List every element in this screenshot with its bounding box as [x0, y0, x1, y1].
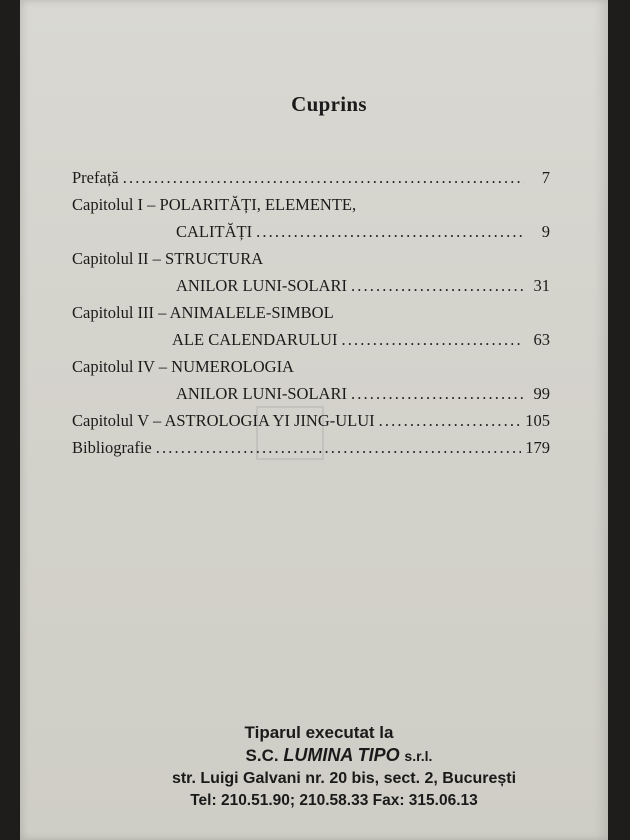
toc-page-number: 105: [525, 411, 550, 430]
colophon-line-2: [20, 744, 608, 768]
colophon-prefix: S.C.: [245, 746, 279, 765]
toc-page-number: 31: [533, 276, 550, 295]
toc-entry-bibliografie: [72, 434, 550, 461]
toc-page-number: 179: [525, 438, 550, 457]
toc-leader-dots: [351, 380, 524, 407]
toc-leader-dots: [341, 326, 524, 353]
printer-colophon: [20, 722, 608, 812]
toc-entry-subtitle: ANILOR LUNI-SOLARI: [176, 276, 347, 295]
toc-entry-title: Capitolul III – ANIMALELE-SIMBOL: [72, 303, 334, 322]
colophon-brand: LUMINA TIPO: [283, 745, 400, 765]
toc-entry-title: Bibliografie: [72, 438, 152, 457]
toc-entry-title: Capitolul V – ASTROLOGIA YI JING-ULUI: [72, 411, 375, 430]
toc-entry-subtitle: CALITĂȚI: [176, 222, 253, 241]
colophon-contact: Tel: 210.51.90; 210.58.33 Fax: 315.06.13: [190, 792, 478, 809]
toc-entry-title: Capitolul IV – NUMEROLOGIA: [72, 357, 294, 376]
book-page: [20, 0, 608, 840]
toc-page-number: 9: [541, 222, 550, 241]
toc-entry-capitolul-5: [72, 407, 550, 434]
toc-page-number: 99: [533, 384, 550, 403]
toc-entry-title: Prefață: [72, 168, 119, 187]
toc-leader-dots: [156, 434, 522, 461]
toc-page-number: 63: [533, 330, 550, 349]
toc-entry-subtitle: ALE CALENDARULUI: [172, 330, 338, 349]
toc-entry-title: Capitolul I – POLARITĂȚI, ELEMENTE,: [72, 195, 357, 214]
toc-entry-capitolul-1: [72, 191, 550, 245]
page-title: Cuprins: [291, 92, 367, 116]
toc-entry-capitolul-4: [72, 353, 550, 407]
colophon-line-1: Tiparul executat la: [244, 723, 394, 742]
toc-entry-capitolul-3: [72, 299, 550, 353]
table-of-contents: [72, 164, 550, 461]
toc-entry-capitolul-2: [72, 245, 550, 299]
toc-page-number: 7: [541, 168, 550, 187]
toc-leader-dots: [351, 272, 524, 299]
colophon-suffix: s.r.l.: [404, 748, 433, 764]
toc-entry-prefata: [72, 164, 550, 191]
toc-entry-title: Capitolul II – STRUCTURA: [72, 249, 264, 268]
toc-leader-dots: [256, 218, 524, 245]
toc-leader-dots: [123, 164, 524, 191]
toc-entry-subtitle: ANILOR LUNI-SOLARI: [176, 384, 347, 403]
toc-leader-dots: [379, 407, 522, 434]
colophon-address: str. Luigi Galvani nr. 20 bis, sect. 2, București: [171, 770, 517, 787]
